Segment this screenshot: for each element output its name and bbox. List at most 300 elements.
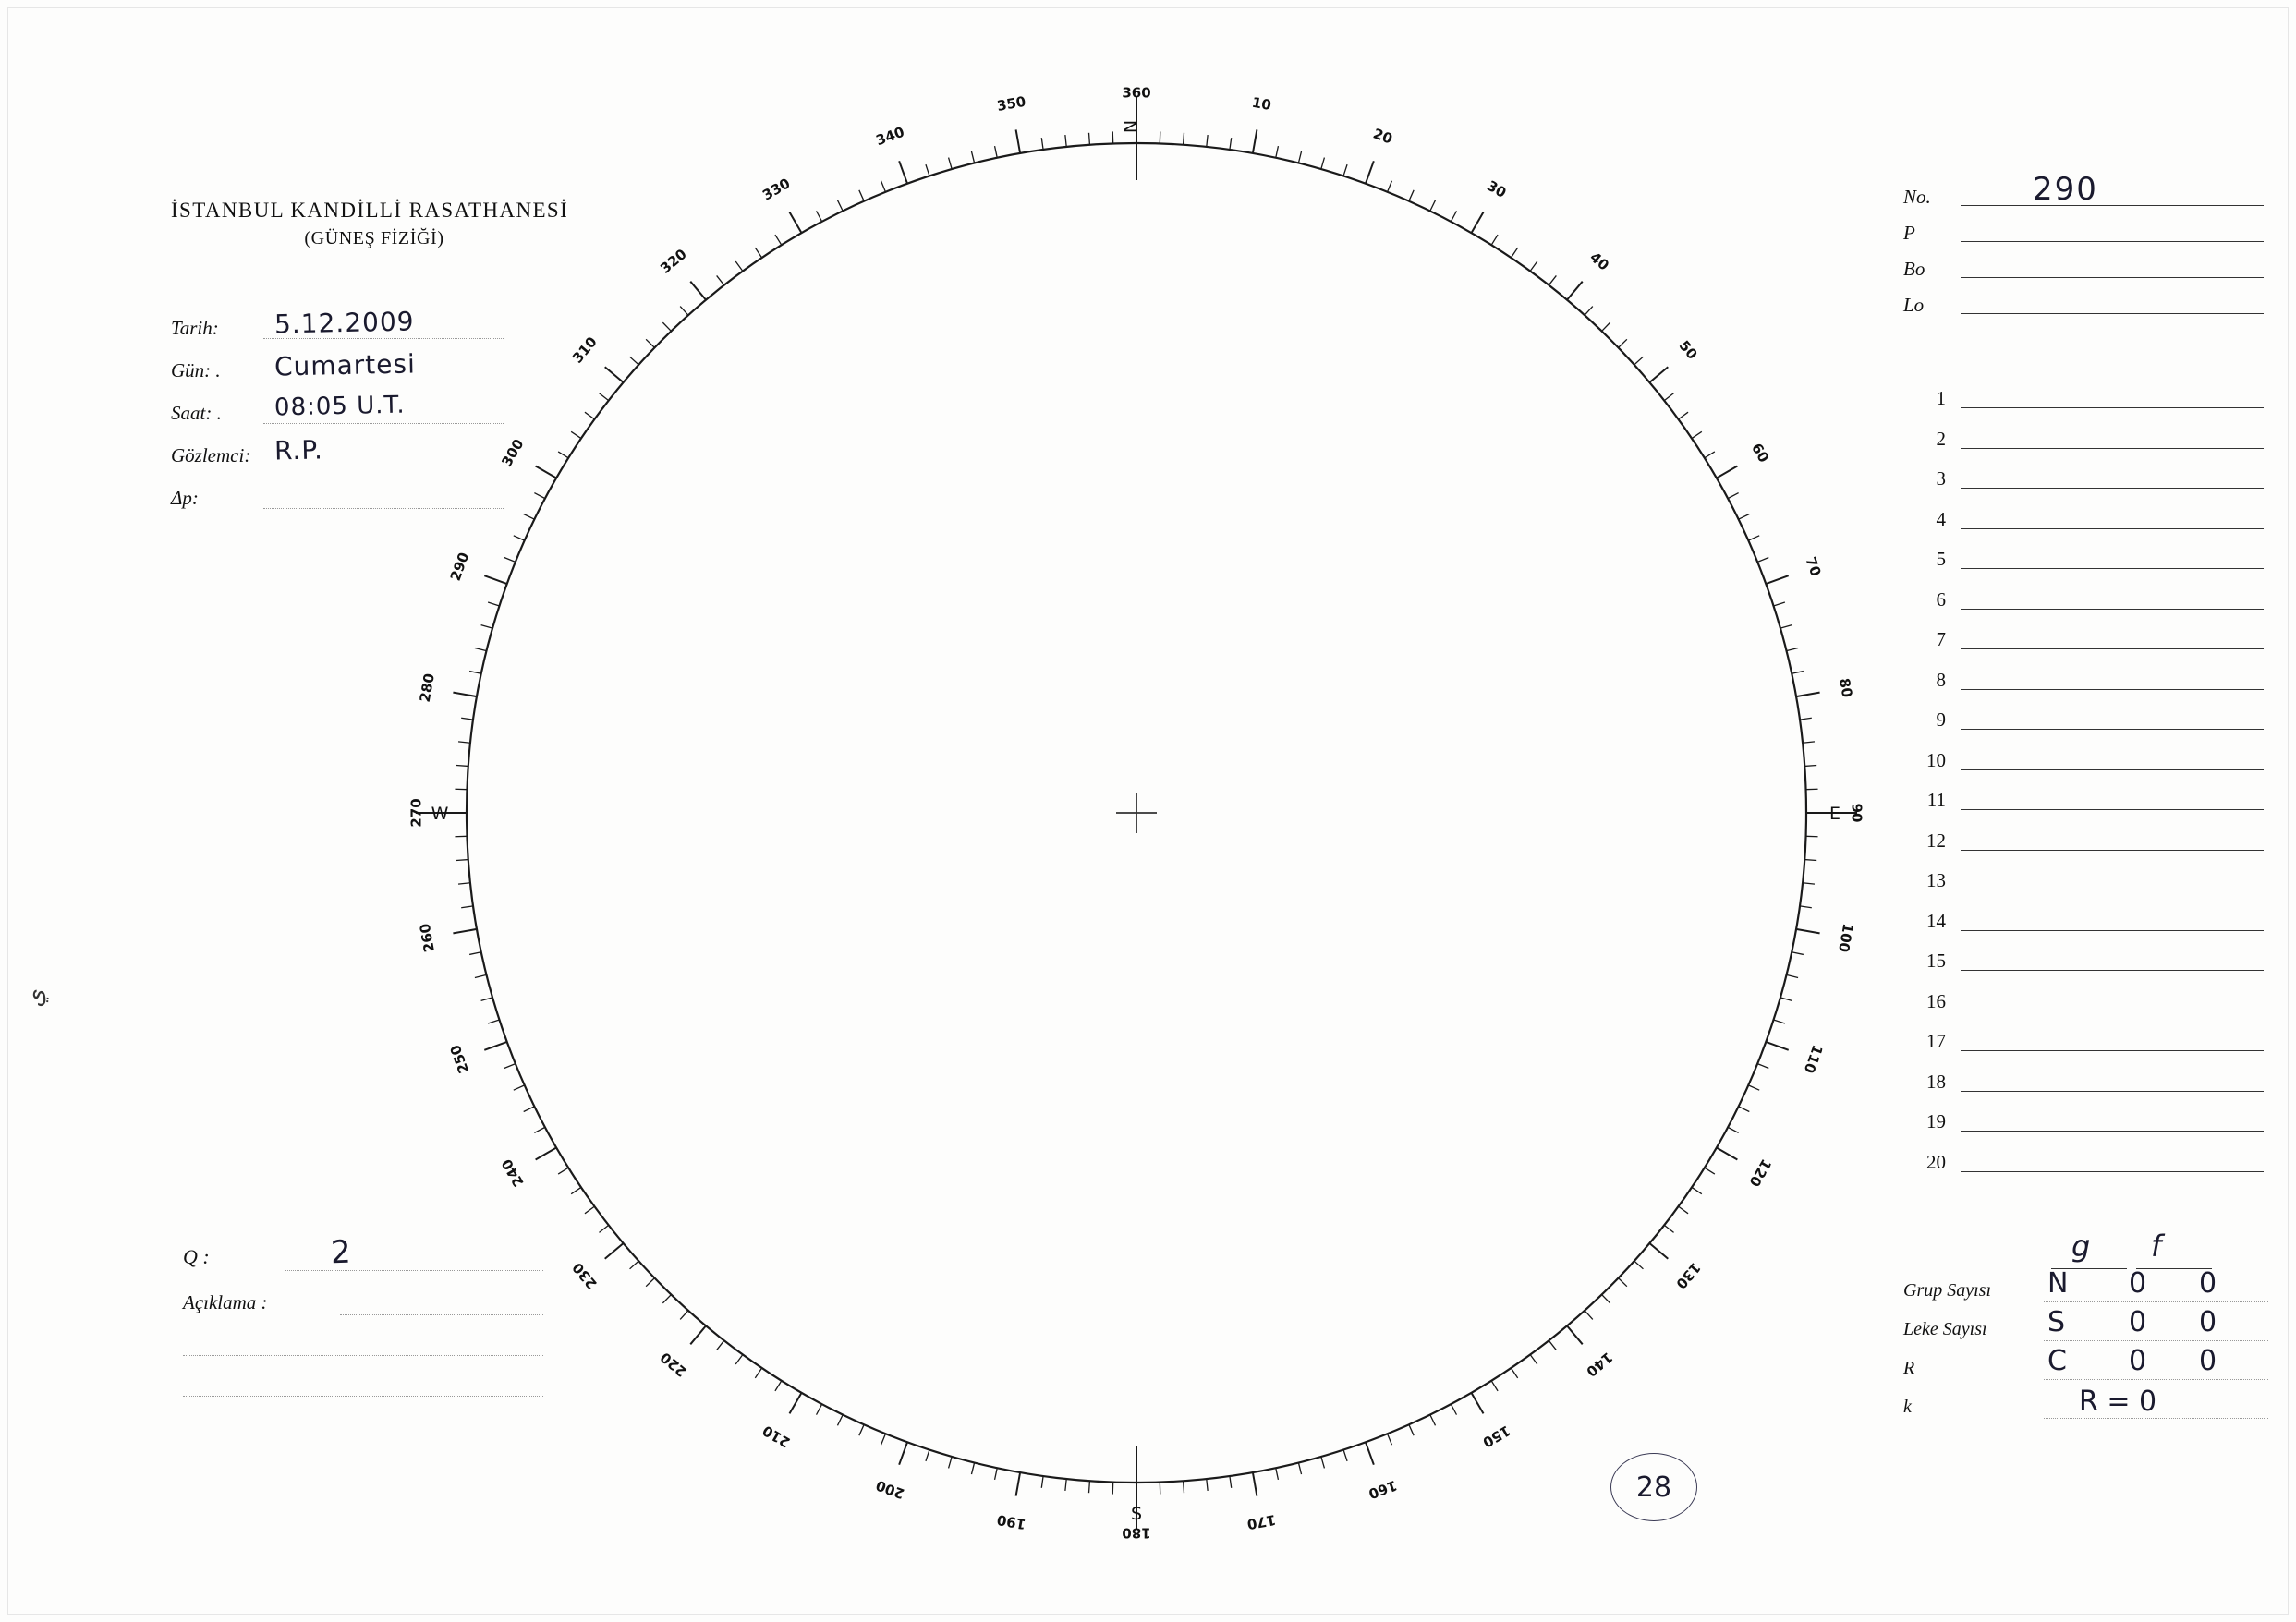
tick-major <box>790 1393 802 1414</box>
list-item-number: 14 <box>1926 909 1946 932</box>
list-item <box>1903 946 2264 987</box>
panel-label-no: No. <box>1903 186 1931 208</box>
tick-minor <box>926 164 929 176</box>
tick-minor <box>585 412 595 419</box>
degree-label-170: 170 <box>1245 1511 1278 1533</box>
list-item-rule[interactable] <box>1961 688 2264 690</box>
tick-minor <box>717 1340 724 1350</box>
tick-minor <box>680 1311 688 1320</box>
tick-major <box>1366 1442 1374 1464</box>
field-label-tarih: Tarih: <box>171 317 219 339</box>
tick-major <box>1253 1472 1257 1496</box>
degree-label-240: 240 <box>498 1156 528 1190</box>
list-item-number: 10 <box>1926 748 1946 771</box>
tick-minor <box>775 1381 782 1391</box>
tick-minor <box>971 151 974 163</box>
tick-minor <box>1602 322 1610 331</box>
tick-major <box>1016 129 1021 153</box>
degree-label-310: 310 <box>568 333 601 367</box>
tick-minor <box>1585 1311 1593 1320</box>
degree-label-210: 210 <box>759 1422 794 1451</box>
tick-minor <box>1786 648 1798 650</box>
tick-minor <box>995 146 998 158</box>
summary-letter-n: N <box>2047 1267 2069 1300</box>
field-label-gozlemci: Gözlemci: <box>171 444 251 466</box>
panel-label-p: P <box>1903 222 1915 244</box>
degree-label-90: 90 <box>1848 803 1865 823</box>
degree-label-160: 160 <box>1366 1476 1400 1503</box>
degree-label-80: 80 <box>1835 676 1856 699</box>
tick-major <box>536 1148 557 1160</box>
list-item-rule[interactable] <box>1961 1130 2264 1132</box>
list-item <box>1903 826 2264 866</box>
list-item-rule[interactable] <box>1961 849 2264 851</box>
list-item <box>1903 987 2264 1027</box>
list-item-number: 19 <box>1926 1110 1946 1132</box>
list-item-rule[interactable] <box>1961 406 2264 408</box>
list-item-number: 12 <box>1926 829 1946 852</box>
sunspot-summary-block <box>1903 1229 2268 1428</box>
tick-minor <box>1664 393 1673 401</box>
tick-minor <box>1511 248 1517 258</box>
tick-minor <box>558 1168 568 1174</box>
degree-label-20: 20 <box>1370 125 1395 148</box>
tick-minor <box>558 452 568 458</box>
list-item-rule[interactable] <box>1961 1090 2264 1092</box>
tick-major <box>1366 161 1374 183</box>
degree-label-60: 60 <box>1748 440 1773 466</box>
tick-minor <box>488 602 499 606</box>
list-item <box>1903 865 2264 906</box>
tick-minor <box>1803 742 1815 743</box>
degree-label-360: 360 <box>1122 84 1151 102</box>
degree-label-330: 330 <box>759 175 794 204</box>
tick-minor <box>1803 883 1815 884</box>
list-item <box>1903 585 2264 625</box>
tick-minor <box>1089 1481 1090 1493</box>
tick-minor <box>1343 1450 1347 1461</box>
tick-minor <box>1780 625 1792 629</box>
cardinal-e: E <box>1828 804 1841 824</box>
tick-minor <box>646 339 654 347</box>
tick-minor <box>646 1278 654 1287</box>
panel-value-no[interactable]: 290 <box>2033 171 2098 208</box>
summary-g-group-count: 0 <box>2129 1267 2147 1300</box>
tick-major <box>1717 1148 1738 1160</box>
tick-minor <box>1664 1225 1673 1232</box>
degree-label-320: 320 <box>657 245 690 277</box>
degree-label-280: 280 <box>416 672 438 704</box>
tick-major <box>1016 1472 1021 1496</box>
degree-label-290: 290 <box>446 550 473 584</box>
list-item <box>1903 745 2264 786</box>
tick-minor <box>630 1261 639 1269</box>
cardinal-w: W <box>431 804 449 824</box>
tick-minor <box>1692 1187 1702 1193</box>
tick-minor <box>524 514 535 519</box>
list-item-rule[interactable] <box>1961 889 2264 890</box>
tick-minor <box>1451 211 1456 221</box>
tick-minor <box>599 1225 608 1232</box>
tick-minor <box>1728 493 1738 499</box>
field-label-delta-p: Δp: <box>171 487 199 509</box>
tick-minor <box>1786 974 1798 977</box>
list-item-number: 8 <box>1936 668 1946 691</box>
list-item-number: 13 <box>1926 869 1946 891</box>
tick-minor <box>461 906 473 908</box>
tick-minor <box>881 1434 886 1445</box>
tick-minor <box>514 1085 525 1090</box>
tick-minor <box>1748 536 1759 540</box>
tick-minor <box>469 672 481 674</box>
list-item-number: 3 <box>1936 467 1946 490</box>
tick-minor <box>1230 1476 1232 1488</box>
tick-minor <box>1430 1415 1436 1426</box>
panel-rule-bo[interactable] <box>1961 276 2264 278</box>
list-item-number: 15 <box>1926 950 1946 972</box>
tick-minor <box>456 860 468 861</box>
tick-minor <box>1800 906 1812 908</box>
tick-minor <box>504 558 516 563</box>
list-item-number: 7 <box>1936 628 1946 650</box>
summary-header-f: f <box>2151 1229 2162 1264</box>
degree-label-200: 200 <box>873 1476 907 1503</box>
tick-minor <box>1739 1107 1750 1112</box>
list-item-number: 16 <box>1926 989 1946 1012</box>
tick-minor <box>1298 151 1301 163</box>
list-item-number: 2 <box>1936 427 1946 450</box>
tick-minor <box>1602 1295 1610 1303</box>
list-item-number: 6 <box>1936 587 1946 611</box>
summary-letter-s: S <box>2047 1306 2066 1338</box>
quality-label: Q : <box>183 1245 210 1268</box>
tick-major <box>1567 1325 1583 1344</box>
list-item-rule[interactable] <box>1961 769 2264 770</box>
tick-minor <box>1792 672 1804 674</box>
field-value-tarih[interactable]: 5.12.2009 <box>273 306 415 340</box>
summary-column-headers <box>1903 1229 2268 1273</box>
degree-label-260: 260 <box>416 922 438 954</box>
tick-minor <box>1549 275 1556 284</box>
tick-minor <box>1321 1457 1325 1469</box>
tick-minor <box>1276 146 1279 158</box>
summary-value-k[interactable]: R = 0 <box>2079 1386 2157 1418</box>
tick-major <box>484 1042 506 1050</box>
solar-disk-chart <box>397 42 1876 1584</box>
tick-minor <box>817 211 822 221</box>
list-item-rule[interactable] <box>1961 447 2264 449</box>
degree-label-190: 190 <box>995 1511 1027 1533</box>
degree-label-220: 220 <box>657 1349 690 1381</box>
observatory-department: (GÜNEŞ FİZİĞİ) <box>304 228 444 248</box>
summary-values-spot-count[interactable] <box>2044 1306 2268 1343</box>
list-item-number: 5 <box>1936 548 1946 570</box>
panel-label-lo: Lo <box>1903 294 1925 316</box>
list-item <box>1903 705 2264 745</box>
tick-minor <box>1804 766 1816 767</box>
tick-minor <box>571 1187 581 1193</box>
tick-minor <box>1041 1476 1043 1488</box>
list-item <box>1903 464 2264 504</box>
list-item <box>1903 383 2264 424</box>
list-item-rule[interactable] <box>1961 969 2264 971</box>
degree-label-300: 300 <box>498 436 528 470</box>
summary-g-r: 0 <box>2129 1345 2147 1377</box>
summary-letter-c: C <box>2047 1345 2067 1377</box>
tick-minor <box>1792 952 1804 955</box>
tick-major <box>536 466 557 478</box>
field-label-saat: Saat: . <box>171 402 222 424</box>
tick-major <box>1472 1393 1484 1414</box>
list-item <box>1903 424 2264 465</box>
tick-minor <box>775 235 782 245</box>
field-value-gozlemci[interactable]: R.P. <box>273 434 324 466</box>
cardinal-n: N <box>1121 119 1141 134</box>
list-item-rule[interactable] <box>1961 1049 2264 1051</box>
summary-values-r[interactable] <box>2044 1345 2268 1382</box>
tick-minor <box>1634 1261 1644 1269</box>
list-item <box>1903 1026 2264 1067</box>
tick-minor <box>1065 135 1066 147</box>
list-item-rule[interactable] <box>1961 929 2264 931</box>
panel-rule-no <box>1961 204 2264 206</box>
tick-major <box>605 367 624 382</box>
list-item-rule[interactable] <box>1961 1010 2264 1011</box>
tick-minor <box>837 1415 843 1426</box>
tick-minor <box>735 1355 743 1365</box>
tick-minor <box>1739 514 1750 519</box>
tick-minor <box>1619 1278 1627 1287</box>
summary-label-group-count: Grup Sayısı <box>1903 1280 1991 1301</box>
tick-minor <box>662 1295 671 1303</box>
tick-minor <box>630 357 639 365</box>
tick-minor <box>599 393 608 401</box>
tick-minor <box>481 998 493 1001</box>
tick-minor <box>1430 200 1436 212</box>
tick-minor <box>1230 138 1232 150</box>
tick-major <box>690 1325 706 1344</box>
tick-minor <box>971 1462 974 1474</box>
tick-major <box>605 1243 624 1259</box>
panel-row-lo <box>1903 288 2264 324</box>
tick-minor <box>1343 164 1347 176</box>
list-item-rule[interactable] <box>1961 1170 2264 1172</box>
list-item <box>1903 1107 2264 1147</box>
tick-minor <box>534 1127 544 1132</box>
tick-minor <box>1634 357 1644 365</box>
field-label-gun: Gün: . <box>171 359 221 381</box>
degree-label-180: 180 <box>1122 1524 1151 1542</box>
tick-minor <box>817 1404 822 1414</box>
tick-minor <box>1065 1479 1066 1491</box>
tick-minor <box>481 625 493 629</box>
identification-panel <box>1903 171 2264 324</box>
tick-minor <box>949 1457 953 1469</box>
list-item <box>1903 544 2264 585</box>
list-item-number: 9 <box>1936 708 1946 731</box>
tick-minor <box>1804 860 1816 861</box>
tick-minor <box>1491 235 1498 245</box>
tick-minor <box>1774 602 1785 606</box>
numbered-entry-list <box>1903 383 2264 1187</box>
tick-minor <box>859 190 864 201</box>
degree-label-270: 270 <box>407 798 425 828</box>
degree-label-350: 350 <box>995 92 1027 115</box>
degree-label-110: 110 <box>1800 1042 1827 1076</box>
tick-minor <box>1692 431 1702 438</box>
tick-minor <box>755 248 761 258</box>
page-stamp: 28 <box>1610 1453 1697 1521</box>
list-item-number: 17 <box>1926 1030 1946 1052</box>
tick-minor <box>1705 452 1715 458</box>
panel-row-bo <box>1903 252 2264 288</box>
tick-major <box>1766 575 1788 584</box>
tick-major <box>1717 466 1738 478</box>
tick-minor <box>1679 1206 1689 1214</box>
tick-major <box>790 212 802 234</box>
degree-label-70: 70 <box>1802 554 1825 579</box>
list-item-rule[interactable] <box>1961 808 2264 810</box>
tick-minor <box>1298 1462 1301 1474</box>
tick-minor <box>1780 998 1792 1001</box>
tick-minor <box>717 275 724 284</box>
tick-minor <box>514 536 525 540</box>
summary-f-spot-count: 0 <box>2199 1306 2217 1338</box>
tick-major <box>1649 1243 1668 1259</box>
tick-major <box>1796 929 1820 934</box>
list-item-rule[interactable] <box>1961 527 2264 529</box>
list-item-number: 20 <box>1926 1150 1946 1173</box>
tick-minor <box>488 1020 499 1023</box>
tick-major <box>453 693 477 697</box>
field-value-gun[interactable]: Cumartesi <box>273 348 417 382</box>
tick-minor <box>1774 1020 1785 1023</box>
tick-major <box>1766 1042 1788 1050</box>
tick-minor <box>1451 1404 1456 1414</box>
quality-value[interactable]: 2 <box>330 1233 352 1272</box>
panel-rule-lo[interactable] <box>1961 312 2264 314</box>
tick-minor <box>534 493 544 499</box>
tick-major <box>453 929 477 934</box>
degree-label-230: 230 <box>568 1259 601 1292</box>
tick-minor <box>1757 1064 1768 1069</box>
tick-minor <box>1748 1085 1759 1090</box>
tick-minor <box>949 158 953 170</box>
margin-annotation: ي <box>20 987 51 1009</box>
tick-minor <box>1409 190 1414 201</box>
panel-row-no <box>1903 171 2264 216</box>
observatory-name: İSTANBUL KANDİLLİ RASATHANESİ <box>171 199 569 222</box>
summary-label-r: R <box>1903 1358 1915 1378</box>
tick-minor <box>1757 558 1768 563</box>
tick-minor <box>926 1450 929 1461</box>
tick-minor <box>1585 307 1593 316</box>
tick-minor <box>1041 138 1043 150</box>
tick-major <box>1567 282 1583 300</box>
list-item-rule[interactable] <box>1961 608 2264 610</box>
list-item <box>1903 1067 2264 1108</box>
tick-minor <box>475 974 487 977</box>
list-item-rule[interactable] <box>1961 567 2264 569</box>
tick-minor <box>1679 412 1689 419</box>
panel-row-p <box>1903 216 2264 252</box>
tick-minor <box>475 648 487 650</box>
tick-minor <box>458 883 470 884</box>
summary-header-g: g <box>2071 1229 2091 1264</box>
tick-minor <box>458 742 470 743</box>
tick-minor <box>680 307 688 316</box>
degree-label-140: 140 <box>1583 1349 1616 1381</box>
list-item-number: 11 <box>1926 789 1946 811</box>
tick-major <box>690 282 706 300</box>
summary-f-r: 0 <box>2199 1345 2217 1377</box>
summary-f-group-count: 0 <box>2199 1267 2217 1300</box>
degree-label-340: 340 <box>873 123 907 150</box>
tick-minor <box>1089 133 1090 145</box>
tick-minor <box>585 1206 595 1214</box>
summary-label-spot-count: Leke Sayısı <box>1903 1319 1987 1339</box>
list-item-rule[interactable] <box>1961 648 2264 649</box>
degree-label-100: 100 <box>1835 922 1857 954</box>
disk-svg <box>397 42 1876 1584</box>
degree-label-40: 40 <box>1586 248 1612 274</box>
tick-major <box>1472 212 1484 234</box>
tick-minor <box>1530 261 1537 272</box>
summary-row-k <box>1903 1386 2268 1428</box>
tick-major <box>484 575 506 584</box>
list-item <box>1903 785 2264 826</box>
tick-minor <box>1530 1355 1537 1365</box>
tick-minor <box>1511 1368 1517 1378</box>
degree-label-120: 120 <box>1745 1156 1775 1190</box>
degree-label-130: 130 <box>1672 1259 1705 1292</box>
field-value-saat[interactable]: 08:05 U.T. <box>273 391 406 422</box>
cardinal-s: S <box>1130 1504 1143 1524</box>
tick-minor <box>1276 1468 1279 1480</box>
panel-rule-p[interactable] <box>1961 240 2264 242</box>
degree-label-30: 30 <box>1484 176 1510 201</box>
tick-minor <box>1207 1479 1208 1491</box>
tick-major <box>1253 129 1257 153</box>
list-item <box>1903 624 2264 665</box>
tick-minor <box>837 200 843 212</box>
list-item <box>1903 665 2264 706</box>
summary-values-group-count[interactable] <box>2044 1267 2268 1304</box>
list-item-number: 4 <box>1936 507 1946 530</box>
tick-major <box>1649 367 1668 382</box>
list-item-rule[interactable] <box>1961 728 2264 730</box>
tick-minor <box>1800 718 1812 720</box>
list-item-rule[interactable] <box>1961 487 2264 489</box>
tick-minor <box>995 1468 998 1480</box>
summary-label-k: k <box>1903 1397 1912 1417</box>
tick-minor <box>461 718 473 720</box>
tick-major <box>899 1442 907 1464</box>
tick-minor <box>1388 181 1392 192</box>
tick-minor <box>1549 1340 1556 1350</box>
tick-minor <box>1388 1434 1392 1445</box>
tick-minor <box>1728 1127 1738 1132</box>
degree-label-50: 50 <box>1675 337 1701 363</box>
list-item <box>1903 504 2264 545</box>
list-item <box>1903 906 2264 947</box>
tick-minor <box>1321 158 1325 170</box>
tick-minor <box>1491 1381 1498 1391</box>
degree-label-150: 150 <box>1479 1422 1513 1451</box>
tick-minor <box>1207 135 1208 147</box>
tick-minor <box>1409 1424 1414 1435</box>
tick-major <box>899 161 907 183</box>
